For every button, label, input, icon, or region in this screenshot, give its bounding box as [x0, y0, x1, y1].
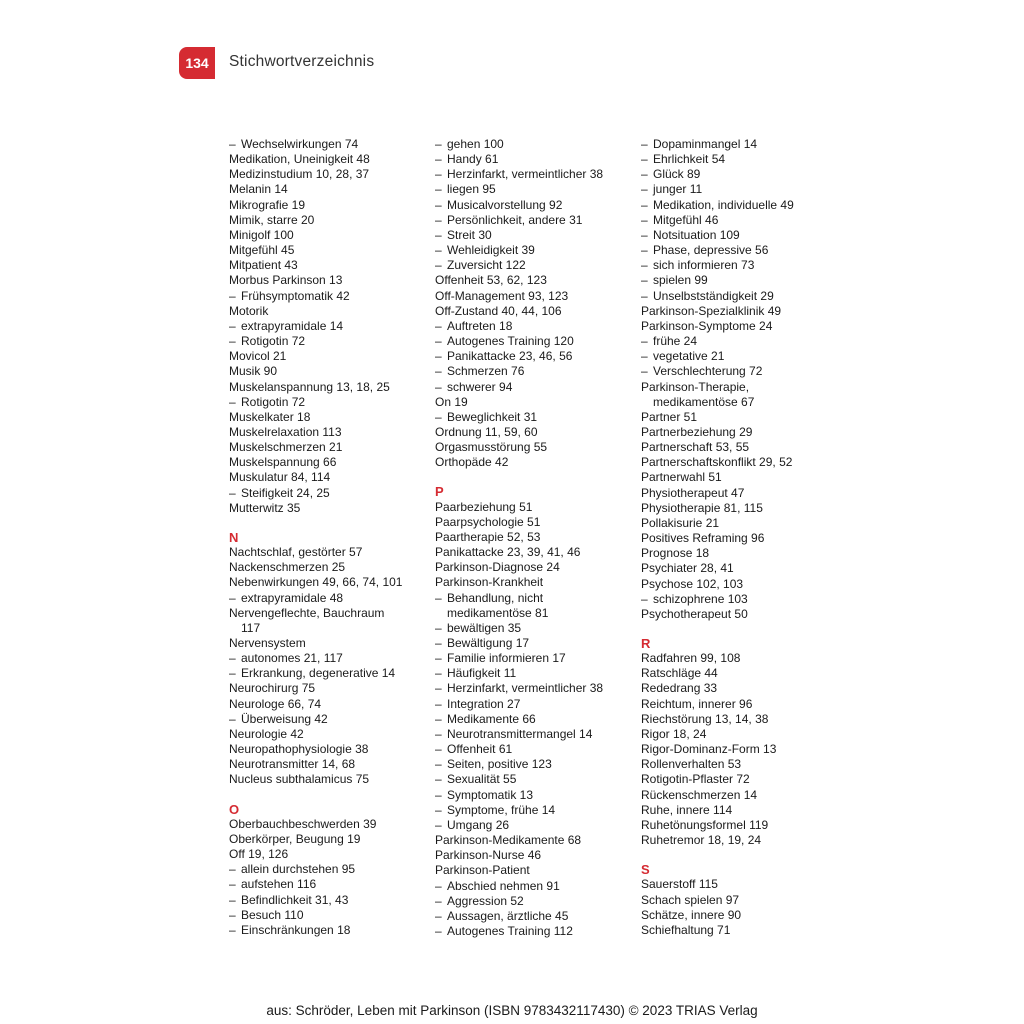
index-subentry: – Überweisung 42 [229, 712, 429, 727]
index-entry: Radfahren 99, 108 [641, 651, 741, 666]
index-entry: Neurotransmitter 14, 68 [229, 757, 356, 772]
index-entry: Movicol 21 [229, 349, 287, 364]
index-subentry: – allein durchstehen 95 [229, 862, 429, 877]
index-entry-continuation: medikamentöse 81 [447, 605, 549, 620]
index-subentry: – Sexualität 55 [435, 772, 635, 787]
index-entry: Mitgefühl 45 [229, 243, 295, 258]
index-subentry: – aufstehen 116 [229, 877, 429, 892]
index-entry: Neurologe 66, 74 [229, 696, 322, 711]
index-subentry: – Auftreten 18 [435, 319, 635, 334]
index-entry: Rigor-Dominanz-Form 13 [641, 742, 777, 757]
index-subentry: – Medikamente 66 [435, 712, 635, 727]
index-subentry: – Besuch 110 [229, 908, 429, 923]
index-entry: Mitpatient 43 [229, 258, 298, 273]
index-entry: Parkinson-Medikamente 68 [435, 833, 582, 848]
index-entry: Rotigotin-Pflaster 72 [641, 772, 750, 787]
index-subentry: – Persönlichkeit, andere 31 [435, 213, 635, 228]
index-entry: Medizinstudium 10, 28, 37 [229, 167, 370, 182]
index-subentry: – Schmerzen 76 [435, 364, 635, 379]
index-entry: Paartherapie 52, 53 [435, 529, 541, 544]
index-letter-heading: S [641, 862, 650, 878]
index-entry: Muskelanspannung 13, 18, 25 [229, 379, 390, 394]
index-subentry: – Behandlung, nicht [435, 591, 635, 606]
index-letter-heading: O [229, 801, 240, 817]
index-entry: Psychiater 28, 41 [641, 561, 734, 576]
index-entry: Schätze, innere 90 [641, 907, 742, 922]
index-subentry: – schizophrene 103 [641, 592, 841, 607]
index-subentry: – extrapyramidale 14 [229, 319, 429, 334]
index-entry: Muskelspannung 66 [229, 455, 337, 470]
page-number-badge: 134 [179, 47, 215, 79]
index-entry: Partnerschaftskonflikt 29, 52 [641, 455, 793, 470]
index-entry: Parkinson-Krankheit [435, 575, 544, 590]
index-subentry: – Befindlichkeit 31, 43 [229, 893, 429, 908]
index-entry: Medikation, Uneinigkeit 48 [229, 152, 370, 167]
index-subentry: – vegetative 21 [641, 349, 841, 364]
index-entry: Mimik, starre 20 [229, 212, 315, 227]
index-entry: Neuropathophysiologie 38 [229, 742, 369, 757]
index-entry: Riechstörung 13, 14, 38 [641, 711, 769, 726]
index-entry: Ruhetremor 18, 19, 24 [641, 833, 762, 848]
index-letter-heading: N [229, 529, 239, 545]
index-subentry: – Steifigkeit 24, 25 [229, 486, 429, 501]
index-subentry: – Unselbstständigkeit 29 [641, 289, 841, 304]
index-entry: Prognose 18 [641, 546, 710, 561]
index-subentry: – frühe 24 [641, 334, 841, 349]
index-entry: Ratschläge 44 [641, 666, 718, 681]
index-subentry: – Einschränkungen 18 [229, 923, 429, 938]
index-subentry: – spielen 99 [641, 273, 841, 288]
index-entry: Parkinson-Nurse 46 [435, 848, 542, 863]
index-subentry: – Umgang 26 [435, 818, 635, 833]
index-entry: Off-Management 93, 123 [435, 288, 569, 303]
index-subentry: – Glück 89 [641, 167, 841, 182]
index-subentry: – Herzinfarkt, vermeintlicher 38 [435, 681, 635, 696]
index-entry: Reichtum, innerer 96 [641, 696, 753, 711]
index-entry: Parkinson-Spezialklinik 49 [641, 303, 782, 318]
index-entry: Paarpsychologie 51 [435, 514, 541, 529]
index-subentry: – junger 11 [641, 182, 841, 197]
index-subentry: – Autogenes Training 120 [435, 334, 635, 349]
index-entry: Partnerwahl 51 [641, 470, 722, 485]
index-entry: Panikattacke 23, 39, 41, 46 [435, 545, 581, 560]
index-subentry: – Häufigkeit 11 [435, 666, 635, 681]
index-entry: Mikrografie 19 [229, 197, 306, 212]
index-subentry: – Rotigotin 72 [229, 395, 429, 410]
index-subentry: – Mitgefühl 46 [641, 213, 841, 228]
index-subentry: – Dopaminmangel 14 [641, 137, 841, 152]
index-subentry: – Notsituation 109 [641, 228, 841, 243]
index-subentry: – Streit 30 [435, 228, 635, 243]
index-entry: Paarbeziehung 51 [435, 499, 533, 514]
index-entry: Schach spielen 97 [641, 892, 740, 907]
index-subentry: – Wechselwirkungen 74 [229, 137, 429, 152]
index-entry: Parkinson-Symptome 24 [641, 318, 773, 333]
index-subentry: – Musicalvorstellung 92 [435, 198, 635, 213]
index-entry: Rückenschmerzen 14 [641, 787, 758, 802]
index-entry: Melanin 14 [229, 182, 288, 197]
index-entry: Positives Reframing 96 [641, 531, 765, 546]
index-subentry: – Integration 27 [435, 697, 635, 712]
index-entry: Rollenverhalten 53 [641, 757, 742, 772]
index-entry: Morbus Parkinson 13 [229, 273, 343, 288]
index-entry: Mutterwitz 35 [229, 500, 301, 515]
index-subentry: – Seiten, positive 123 [435, 757, 635, 772]
index-subentry: – gehen 100 [435, 137, 635, 152]
index-subentry: – Rotigotin 72 [229, 334, 429, 349]
index-subentry: – Symptome, frühe 14 [435, 803, 635, 818]
index-subentry: – Phase, depressive 56 [641, 243, 841, 258]
index-entry: Parkinson-Patient [435, 863, 530, 878]
index-column-1 [229, 137, 429, 938]
index-subentry: – extrapyramidale 48 [229, 591, 429, 606]
index-entry: Offenheit 53, 62, 123 [435, 273, 547, 288]
index-column-2 [435, 137, 635, 939]
page-footer: aus: Schröder, Leben mit Parkinson (ISBN 9783432117430) © 2023 TRIAS Verlag [266, 1003, 758, 1018]
index-subentry: – Neurotransmittermangel 14 [435, 727, 635, 742]
index-entry: Pollakisurie 21 [641, 515, 720, 530]
index-subentry: – Medikation, individuelle 49 [641, 198, 841, 213]
index-entry: Oberbauchbeschwerden 39 [229, 816, 377, 831]
index-entry: Psychotherapeut 50 [641, 606, 748, 621]
index-entry: Nucleus subthalamicus 75 [229, 772, 370, 787]
index-column-3 [641, 137, 841, 938]
index-subentry: – Wehleidigkeit 39 [435, 243, 635, 258]
index-entry: Orthopäde 42 [435, 455, 509, 470]
index-entry-continuation: 117 [241, 620, 261, 635]
index-entry: Motorik [229, 303, 269, 318]
chapter-title: Stichwortverzeichnis [229, 53, 375, 70]
index-subentry: – Aussagen, ärztliche 45 [435, 909, 635, 924]
index-entry: Nackenschmerzen 25 [229, 560, 346, 575]
index-entry: On 19 [435, 394, 468, 409]
index-subentry: – Offenheit 61 [435, 742, 635, 757]
index-entry: Muskelrelaxation 113 [229, 424, 342, 439]
index-entry: Nebenwirkungen 49, 66, 74, 101 [229, 575, 403, 590]
index-entry: Partner 51 [641, 409, 698, 424]
index-letter-heading: R [641, 636, 651, 651]
index-subentry: – Panikattacke 23, 46, 56 [435, 349, 635, 364]
index-entry: Neurologie 42 [229, 726, 304, 741]
index-entry: Partnerbeziehung 29 [641, 424, 753, 439]
index-subentry: – Verschlechterung 72 [641, 364, 841, 379]
index-entry: Partnerschaft 53, 55 [641, 440, 750, 455]
index-entry: Rigor 18, 24 [641, 726, 707, 741]
index-subentry: – Symptomatik 13 [435, 788, 635, 803]
index-entry: Sauerstoff 115 [641, 877, 718, 892]
index-entry: Neurochirurg 75 [229, 681, 316, 696]
index-entry: Parkinson-Diagnose 24 [435, 560, 560, 575]
index-subentry: – Bewältigung 17 [435, 636, 635, 651]
index-subentry: – Beweglichkeit 31 [435, 410, 635, 425]
index-entry: Physiotherapeut 47 [641, 485, 745, 500]
index-subentry: – Abschied nehmen 91 [435, 879, 635, 894]
index-entry: Oberkörper, Beugung 19 [229, 831, 361, 846]
index-entry: Muskelschmerzen 21 [229, 440, 343, 455]
index-entry: Muskelkater 18 [229, 409, 311, 424]
index-entry: Off-Zustand 40, 44, 106 [435, 303, 562, 318]
index-subentry: – Zuversicht 122 [435, 258, 635, 273]
index-entry: Muskulatur 84, 114 [229, 470, 331, 485]
index-entry: Parkinson-Therapie, [641, 379, 750, 394]
index-entry: Nachtschlaf, gestörter 57 [229, 545, 363, 560]
index-subentry: – Autogenes Training 112 [435, 924, 635, 939]
index-entry: Ruhe, innere 114 [641, 802, 733, 817]
index-entry-continuation: medikamentöse 67 [653, 394, 755, 409]
index-entry: Nervengeflechte, Bauchraum [229, 605, 385, 620]
index-subentry: – sich informieren 73 [641, 258, 841, 273]
index-subentry: – Frühsymptomatik 42 [229, 289, 429, 304]
index-entry: Off 19, 126 [229, 847, 289, 862]
index-entry: Musik 90 [229, 364, 278, 379]
index-subentry: – liegen 95 [435, 182, 635, 197]
index-subentry: – Handy 61 [435, 152, 635, 167]
index-letter-heading: P [435, 484, 444, 500]
index-entry: Physiotherapie 81, 115 [641, 500, 763, 515]
index-entry: Rededrang 33 [641, 681, 718, 696]
index-subentry: – schwerer 94 [435, 380, 635, 395]
index-subentry: – Aggression 52 [435, 894, 635, 909]
index-entry: Nervensystem [229, 636, 306, 650]
index-subentry: – autonomes 21, 117 [229, 651, 429, 666]
index-entry: Ordnung 11, 59, 60 [435, 424, 538, 439]
index-entry: Minigolf 100 [229, 227, 294, 242]
index-subentry: – bewältigen 35 [435, 621, 635, 636]
index-subentry: – Familie informieren 17 [435, 651, 635, 666]
index-subentry: – Erkrankung, degenerative 14 [229, 666, 429, 681]
index-entry: Schiefhaltung 71 [641, 922, 731, 937]
index-entry: Psychose 102, 103 [641, 576, 744, 591]
index-subentry: – Herzinfarkt, vermeintlicher 38 [435, 167, 635, 182]
index-entry: Ruhetönungsformel 119 [641, 817, 769, 832]
index-entry: Orgasmusstörung 55 [435, 440, 548, 455]
index-subentry: – Ehrlichkeit 54 [641, 152, 841, 167]
